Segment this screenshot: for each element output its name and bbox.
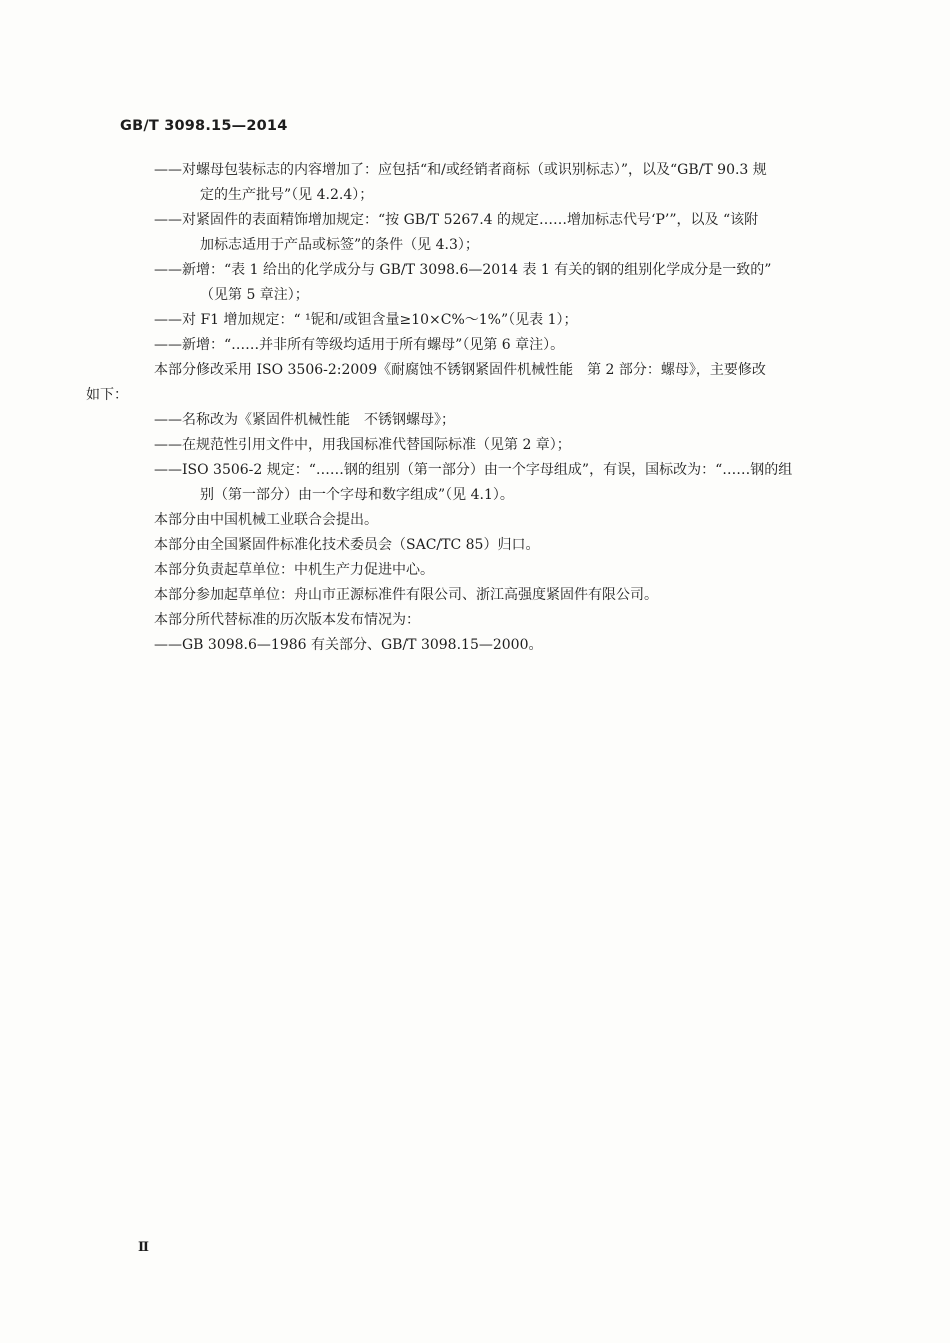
list-item-line: ——在规范性引用文件中，用我国标准代替国际标准（见第 2 章）； — [154, 437, 571, 453]
list-item-line: ——名称改为《紧固件机械性能 不锈钢螺母》； — [154, 412, 455, 428]
list-item-line: ——新增：“……并非所有等级均适用于所有螺母”（见第 6 章注）。 — [154, 337, 565, 353]
iso-adoption-paragraph — [86, 358, 860, 408]
list-item-line: ——对紧固件的表面精饰增加规定：“按 GB/T 5267.4 的规定……增加标志代号‘P’”，以及 “该附 — [154, 212, 759, 228]
list-item — [120, 208, 860, 258]
participating-units-paragraph: 本部分参加起草单位：舟山市正源标准件有限公司、浙江高强度紧固件有限公司。 — [154, 587, 658, 603]
list-item — [120, 158, 860, 208]
paragraph-continuation: 如下： — [86, 387, 128, 403]
list-item-line: ——对 F1 增加规定：“ ¹铌和/或钽含量≥10×C%～1%”（见表 1）； — [154, 312, 578, 328]
standard-number-header: GB/T 3098.15—2014 — [120, 118, 288, 134]
list-item-continuation: （见第 5 章注）； — [200, 287, 309, 303]
list-item — [120, 333, 860, 358]
list-item-continuation: 定的生产批号”（见 4.2.4）； — [200, 187, 374, 203]
list-item-continuation: 加标志适用于产品或标签”的条件（见 4.3）； — [200, 237, 479, 253]
page-number: Ⅱ — [138, 1240, 149, 1255]
drafting-unit-paragraph: 本部分负责起草单位：中机生产力促进中心。 — [154, 562, 434, 578]
list-item-line: ——新增：“表 1 给出的化学成分与 GB/T 3098.6—2014 表 1 有关的钢的组别化学成分是一致的” — [154, 262, 772, 278]
list-item — [120, 458, 860, 508]
history-paragraph: 本部分所代替标准的历次版本发布情况为： — [154, 612, 420, 628]
foreword-body — [86, 158, 860, 658]
list-item: ——GB 3098.6—1986 有关部分、GB/T 3098.15—2000。 — [154, 637, 543, 653]
list-item — [120, 258, 860, 308]
paragraph-line: 本部分修改采用 ISO 3506-2:2009《耐腐蚀不锈钢紧固件机械性能 第 2 部分：螺母》，主要修改 — [154, 362, 766, 378]
list-item — [120, 433, 860, 458]
list-item-continuation: 别（第一部分）由一个字母和数字组成”（见 4.1）。 — [200, 487, 514, 503]
list-item — [120, 408, 860, 433]
list-item-line: ——ISO 3506-2 规定：“……钢的组别（第一部分）由一个字母组成”，有误，国标改为：“……钢的组 — [154, 462, 793, 478]
list-item-line: ——对螺母包装标志的内容增加了：应包括“和/或经销者商标（或识别标志）”，以及“GB/T 90.3 规 — [154, 162, 767, 178]
committee-paragraph: 本部分由全国紧固件标准化技术委员会（SAC/TC 85）归口。 — [154, 537, 540, 553]
list-item — [120, 308, 860, 333]
proposer-paragraph: 本部分由中国机械工业联合会提出。 — [154, 512, 378, 528]
